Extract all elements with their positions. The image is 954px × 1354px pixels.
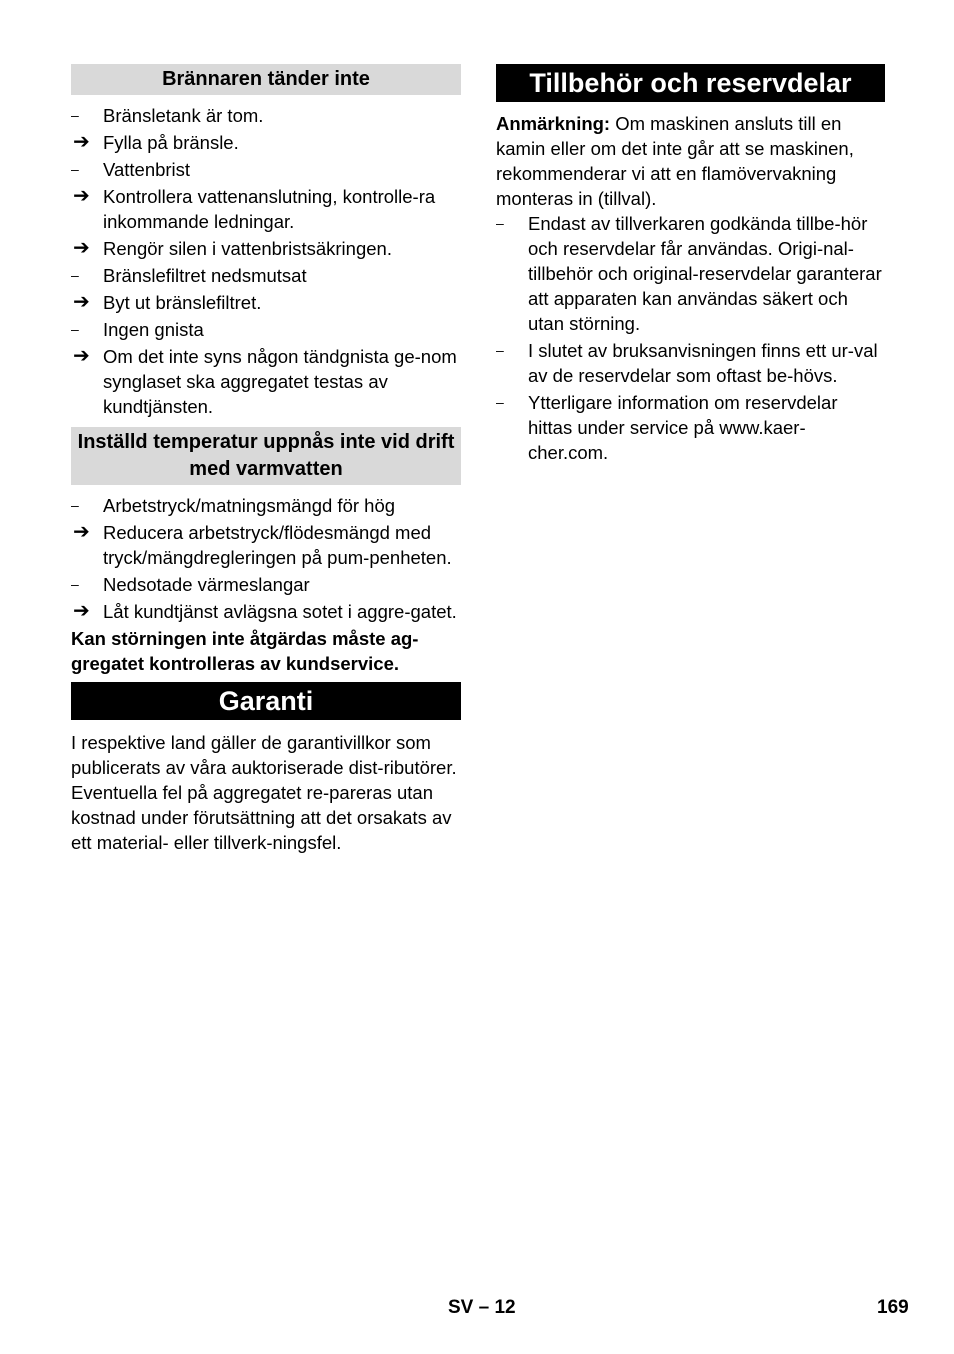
heading-warranty: Garanti (71, 682, 461, 720)
list-item-text: Fylla på bränsle. (103, 132, 239, 153)
left-column (71, 64, 461, 855)
dash-marker: – (71, 321, 79, 337)
dash-marker: – (71, 267, 79, 283)
list-item (71, 317, 461, 342)
arrow-right-icon: ➔ (73, 521, 90, 543)
list-item (71, 184, 461, 234)
list-item-text: Byt ut bränslefiltret. (103, 292, 262, 313)
list-item (71, 103, 461, 128)
dash-marker: – (71, 161, 79, 177)
list-item-text: Bränsletank är tom. (103, 105, 264, 126)
arrow-right-icon: ➔ (73, 237, 90, 259)
list-item (496, 211, 885, 336)
list-item-text: Ingen gnista (103, 319, 204, 340)
troubleshooting-list-temperature (71, 493, 461, 624)
list-item (71, 344, 461, 419)
dash-marker: – (71, 497, 79, 513)
warranty-text: I respektive land gäller de garantivillkor som publicerats av våra auktoriserade dist-ributörer. Eventuella fel på aggregatet re-pareras utan kostnad under förutsättning att det orsakats av ett material- eller tillverk-ningsfel. (71, 732, 457, 853)
heading-accessories-spare-parts: Tillbehör och reservdelar (496, 64, 885, 102)
footer-page-number: 169 (877, 1297, 909, 1318)
arrow-right-icon: ➔ (73, 345, 90, 367)
troubleshooting-list-burner (71, 103, 461, 419)
arrow-right-icon: ➔ (73, 291, 90, 313)
list-item-text: Endast av tillverkaren godkända tillbe-hör och reservdelar får användas. Origi-nal-tillbehör och original-reservdelar garanterar att apparaten kan användas säkert och utan störning. (528, 213, 882, 334)
arrow-right-icon: ➔ (73, 131, 90, 153)
list-item (496, 338, 885, 388)
accessories-list (496, 211, 885, 465)
list-item (71, 157, 461, 182)
list-item-text: Låt kundtjänst avlägsna sotet i aggre-gatet. (103, 601, 457, 622)
list-item (496, 390, 885, 465)
list-item (71, 520, 461, 570)
list-item-text: Rengör silen i vattenbristsäkringen. (103, 238, 392, 259)
list-item-text: Kontrollera vattenanslutning, kontrolle-ra inkommande ledningar. (103, 186, 436, 232)
note-label: Anmärkning: (496, 113, 611, 134)
list-item-text: Bränslefiltret nedsmutsat (103, 265, 307, 286)
accessories-note (496, 111, 885, 211)
list-item-text: I slutet av bruksanvisningen finns ett ur-val av de reservdelar som oftast be-hövs. (528, 340, 878, 386)
list-item-text: Ytterligare information om reservdelar hittas under service på www.kaer-cher.com. (528, 392, 838, 463)
dash-marker: – (71, 107, 79, 123)
list-item (71, 263, 461, 288)
dash-marker: – (496, 215, 504, 231)
dash-marker: – (496, 342, 504, 358)
list-item-text: Reducera arbetstryck/flödesmängd med tryck/mängdregleringen på pum-penheten. (103, 522, 452, 568)
heading-burner-not-igniting: Brännaren tänder inte (71, 64, 461, 95)
arrow-right-icon: ➔ (73, 600, 90, 622)
list-item (71, 236, 461, 261)
list-item-text: Om det inte syns någon tändgnista ge-nom synglaset ska aggregatet testas av kundtjänsten. (103, 346, 457, 417)
list-item-text: Vattenbrist (103, 159, 191, 180)
list-item-text: Nedsotade värmeslangar (103, 574, 310, 595)
footer-language-page: SV – 12 (448, 1297, 516, 1318)
list-item (71, 290, 461, 315)
heading-temperature-not-reached: Inställd temperatur uppnås inte vid drift med varmvatten (71, 427, 461, 485)
right-column (496, 64, 885, 467)
note-text: Om maskinen ansluts till en kamin eller om det inte går att se maskinen, rekommenderar vi att en flamövervakning monteras in (tillval). (496, 113, 854, 209)
dash-marker: – (496, 394, 504, 410)
list-item (71, 599, 461, 624)
list-item-text: Arbetstryck/matningsmängd för hög (103, 495, 396, 516)
list-item (71, 493, 461, 518)
arrow-right-icon: ➔ (73, 185, 90, 207)
list-item (71, 130, 461, 155)
service-note: Kan störningen inte åtgärdas måste ag-gregatet kontrolleras av kundservice. (71, 628, 419, 674)
dash-marker: – (71, 576, 79, 592)
list-item (71, 572, 461, 597)
